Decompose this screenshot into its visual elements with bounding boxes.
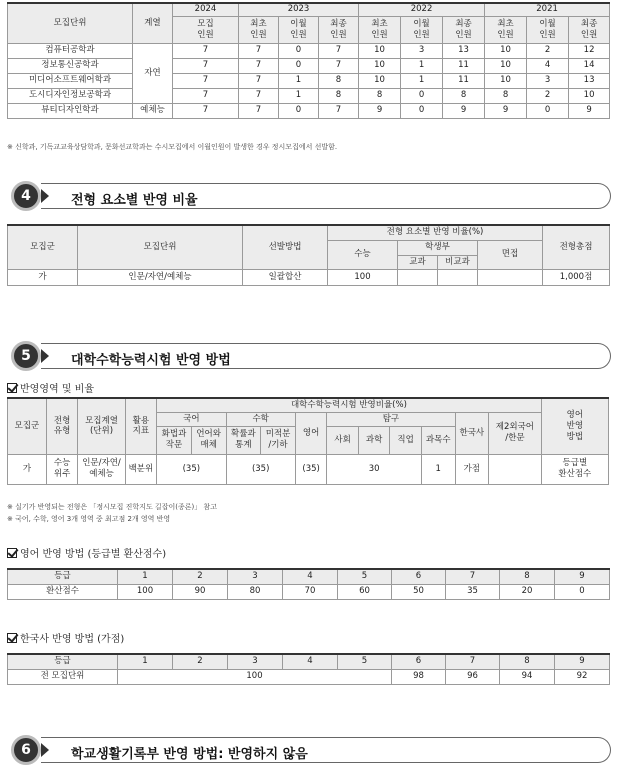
cell-score: 70	[283, 584, 338, 599]
cell-value: 7	[173, 43, 239, 58]
table-row	[8, 73, 610, 88]
h-math: 수학	[226, 412, 295, 426]
cell-value: 11	[443, 58, 485, 73]
section-title: 대학수학능력시험 반영 방법	[71, 353, 231, 368]
cell-value: 1	[279, 73, 319, 88]
cell-value: 4	[527, 58, 569, 73]
checkbox-checked-icon	[7, 548, 17, 558]
cell-score: 98	[392, 669, 446, 684]
h-subject: 교과	[398, 255, 438, 269]
h-korean-2: 언어와 매체	[191, 426, 226, 454]
cell-score: 94	[500, 669, 555, 684]
section-5-header	[7, 340, 607, 372]
cell-interview	[478, 269, 543, 285]
h-field: 계열	[133, 3, 173, 43]
cell-total: 1,000점	[543, 269, 610, 285]
cell-grade: 3	[228, 654, 283, 669]
cell-score: 50	[392, 584, 446, 599]
cell-value: 7	[173, 58, 239, 73]
cell-value: 9	[359, 103, 401, 118]
cell-value: 10	[485, 43, 527, 58]
section-title: 전형 요소별 반영 비율	[71, 193, 198, 208]
cell-value: 8	[485, 88, 527, 103]
subsection-title: 영어 반영 방법 (등급별 환산점수)	[20, 549, 167, 560]
checkbox-checked-icon	[7, 383, 17, 393]
h-count: 과목수	[421, 426, 455, 454]
history-score-table	[7, 653, 610, 685]
cell-group: 가	[8, 454, 47, 484]
section-6-header	[7, 734, 607, 766]
cell-score: 20	[500, 584, 555, 599]
cell-grade: 1	[118, 654, 173, 669]
cell-value: 0	[279, 43, 319, 58]
suneung-ratio-table	[7, 397, 609, 485]
h-korean: 국어	[157, 412, 226, 426]
section-number-badge: 4	[11, 181, 41, 211]
h-carry: 이월 인원	[401, 16, 443, 43]
h-index: 활용 지표	[125, 398, 157, 454]
cell-suneung: 100	[328, 269, 398, 285]
subsection-title: 반영영역 및 비율	[20, 384, 94, 395]
cell-field: 예체능	[133, 103, 173, 118]
arrow-right-icon	[41, 189, 49, 203]
cell-grade: 8	[500, 654, 555, 669]
h-year-2022: 2022	[359, 3, 485, 16]
cell-english-method: 등급별 환산점수	[541, 454, 608, 484]
cell-value: 9	[569, 103, 610, 118]
cell-history-merged: 100	[118, 669, 392, 684]
h-score: 환산점수	[8, 584, 118, 599]
cell-grade: 9	[555, 569, 610, 584]
cell-score: 92	[555, 669, 610, 684]
cell-value: 7	[173, 88, 239, 103]
h-ratio: 전형 요소별 반영 비율(%)	[328, 225, 543, 240]
h-social: 사회	[327, 426, 359, 454]
cell-inquiry: 30	[327, 454, 422, 484]
cell-value: 7	[239, 73, 279, 88]
cell-value: 8	[319, 88, 359, 103]
h-korean-1: 화법과 작문	[157, 426, 192, 454]
h-recruit: 모집 인원	[173, 16, 239, 43]
h-inquiry: 탐구	[327, 412, 455, 426]
h-all-units: 전 모집단위	[8, 669, 118, 684]
table-row	[8, 43, 610, 58]
cell-index: 백분위	[125, 454, 157, 484]
h-group: 모집군	[8, 398, 47, 454]
section-number-badge: 6	[11, 735, 41, 765]
h-total: 전형총점	[543, 225, 610, 269]
cell-grade: 5	[338, 654, 392, 669]
cell-grade: 7	[446, 654, 500, 669]
h-final: 최종 인원	[319, 16, 359, 43]
h-math-1: 확률과 통계	[226, 426, 261, 454]
arrow-right-icon	[41, 349, 49, 363]
cell-value: 7	[319, 43, 359, 58]
cell-grade: 9	[555, 654, 610, 669]
cell-value: 0	[401, 103, 443, 118]
cell-value: 7	[319, 58, 359, 73]
cell-grade: 8	[500, 569, 555, 584]
h-year-2024: 2024	[173, 3, 239, 16]
cell-value: 1	[401, 58, 443, 73]
section-title: 학교생활기록부 반영 방법: 반영하지 않음	[71, 747, 308, 762]
cell-value: 13	[443, 43, 485, 58]
cell-value: 13	[569, 73, 610, 88]
element-ratio-table	[7, 224, 610, 286]
cell-value: 8	[443, 88, 485, 103]
cell-value: 1	[279, 88, 319, 103]
cell-unit: 컴퓨터공학과	[8, 43, 133, 58]
cell-grade: 2	[173, 654, 228, 669]
cell-unit: 미디어소프트웨어학과	[8, 73, 133, 88]
cell-value: 1	[401, 73, 443, 88]
h-english-method: 영어 반영 방법	[541, 398, 608, 454]
cell-value: 0	[401, 88, 443, 103]
cell-grade: 6	[392, 654, 446, 669]
h-type: 전형 유형	[46, 398, 78, 454]
cell-grade: 4	[283, 569, 338, 584]
cell-math: (35)	[226, 454, 295, 484]
h-unit: 모집단위	[8, 3, 133, 43]
cell-type: 수능 위주	[46, 454, 78, 484]
cell-unit: 뷰티디자인학과	[8, 103, 133, 118]
h-suneung: 수능	[328, 240, 398, 269]
subsection-history	[7, 630, 124, 645]
cell-value: 10	[359, 58, 401, 73]
cell-score: 80	[228, 584, 283, 599]
suneung-note-2: ※ 국어, 수학, 영어 3개 영역 중 최고점 2개 영역 반영	[7, 515, 171, 523]
cell-english: (35)	[295, 454, 327, 484]
table-row	[8, 103, 610, 118]
h-job: 직업	[390, 426, 422, 454]
h-year-2023: 2023	[239, 3, 359, 16]
h-final: 최종 인원	[443, 16, 485, 43]
h-foreign: 제2외국어 /한문	[489, 412, 542, 454]
cell-subject	[398, 269, 438, 285]
cell-unit: 도시디자인정보공학과	[8, 88, 133, 103]
cell-grade: 6	[392, 569, 446, 584]
cell-value: 8	[359, 88, 401, 103]
arrow-right-icon	[41, 743, 49, 757]
h-group: 모집군	[8, 225, 78, 269]
cell-value: 12	[569, 43, 610, 58]
cell-value: 14	[569, 58, 610, 73]
english-score-table	[7, 568, 610, 600]
cell-method: 일괄합산	[243, 269, 328, 285]
cell-value: 7	[239, 43, 279, 58]
cell-field: 자연	[133, 43, 173, 103]
cell-value: 0	[527, 103, 569, 118]
h-math-2: 미적분 /기하	[261, 426, 296, 454]
cell-value: 2	[527, 43, 569, 58]
cell-history: 가점	[455, 454, 489, 484]
h-year-2021: 2021	[485, 3, 610, 16]
cell-score: 60	[338, 584, 392, 599]
h-field: 모집계열 (단위)	[78, 398, 125, 454]
cell-grade: 5	[338, 569, 392, 584]
cell-grade: 2	[173, 569, 228, 584]
h-method: 선발방법	[243, 225, 328, 269]
cell-value: 7	[239, 58, 279, 73]
cell-value: 0	[279, 103, 319, 118]
cell-grade: 4	[283, 654, 338, 669]
cell-foreign	[489, 454, 542, 484]
cell-grade: 1	[118, 569, 173, 584]
cell-value: 3	[401, 43, 443, 58]
cell-field: 인문/자연/ 예체능	[78, 454, 125, 484]
h-ratio: 대학수학능력시험 반영비율(%)	[157, 398, 542, 412]
h-final: 최종 인원	[569, 16, 610, 43]
section-number-badge: 5	[11, 341, 41, 371]
h-initial: 최초 인원	[359, 16, 401, 43]
table-row	[8, 58, 610, 73]
cell-value: 7	[173, 73, 239, 88]
suneung-note-1: ※ 실기가 반영되는 전형은 「정시모집 진학지도 길잡이(종론)」 참고	[7, 503, 217, 511]
cell-value: 3	[527, 73, 569, 88]
cell-count: 1	[421, 454, 455, 484]
cell-nonsubject	[438, 269, 478, 285]
h-nonsubject: 비교과	[438, 255, 478, 269]
cell-value: 8	[319, 73, 359, 88]
cell-score: 96	[446, 669, 500, 684]
cell-grade: 3	[228, 569, 283, 584]
table-row	[8, 88, 610, 103]
cell-score: 90	[173, 584, 228, 599]
cell-value: 7	[173, 103, 239, 118]
cell-unit: 인문/자연/예체능	[78, 269, 243, 285]
cell-value: 10	[359, 73, 401, 88]
cell-unit: 정보통신공학과	[8, 58, 133, 73]
h-initial: 최초 인원	[485, 16, 527, 43]
h-history: 한국사	[455, 412, 489, 454]
h-school-record: 학생부	[398, 240, 478, 255]
cell-score: 100	[118, 584, 173, 599]
cell-value: 10	[485, 73, 527, 88]
h-grade: 등급	[8, 569, 118, 584]
h-initial: 최초 인원	[239, 16, 279, 43]
subsection-english	[7, 545, 166, 560]
cell-score: 0	[555, 584, 610, 599]
cell-value: 9	[443, 103, 485, 118]
cell-value: 10	[569, 88, 610, 103]
cell-value: 11	[443, 73, 485, 88]
h-science: 과학	[358, 426, 390, 454]
cell-value: 9	[485, 103, 527, 118]
cell-value: 10	[485, 58, 527, 73]
h-english: 영어	[295, 412, 327, 454]
h-interview: 면접	[478, 240, 543, 269]
cell-score: 35	[446, 584, 500, 599]
cell-group: 가	[8, 269, 78, 285]
h-carry: 이월 인원	[279, 16, 319, 43]
cell-value: 7	[319, 103, 359, 118]
h-carry: 이월 인원	[527, 16, 569, 43]
section-4-header	[7, 180, 607, 212]
cell-value: 2	[527, 88, 569, 103]
subsection-title: 한국사 반영 방법 (가점)	[20, 634, 125, 645]
table1-note: ※ 신학과, 기독교교육상담학과, 문화선교학과는 수시모집에서 이월인원이 발생한 경우 정시모집에서 선발함.	[7, 143, 338, 151]
h-grade: 등급	[8, 654, 118, 669]
cell-value: 7	[239, 103, 279, 118]
cell-korean: (35)	[157, 454, 226, 484]
cell-value: 0	[279, 58, 319, 73]
subsection-ratio	[7, 380, 94, 395]
cell-value: 7	[239, 88, 279, 103]
cell-value: 10	[359, 43, 401, 58]
cell-grade: 7	[446, 569, 500, 584]
checkbox-checked-icon	[7, 633, 17, 643]
h-unit: 모집단위	[78, 225, 243, 269]
recruitment-table	[7, 2, 610, 119]
